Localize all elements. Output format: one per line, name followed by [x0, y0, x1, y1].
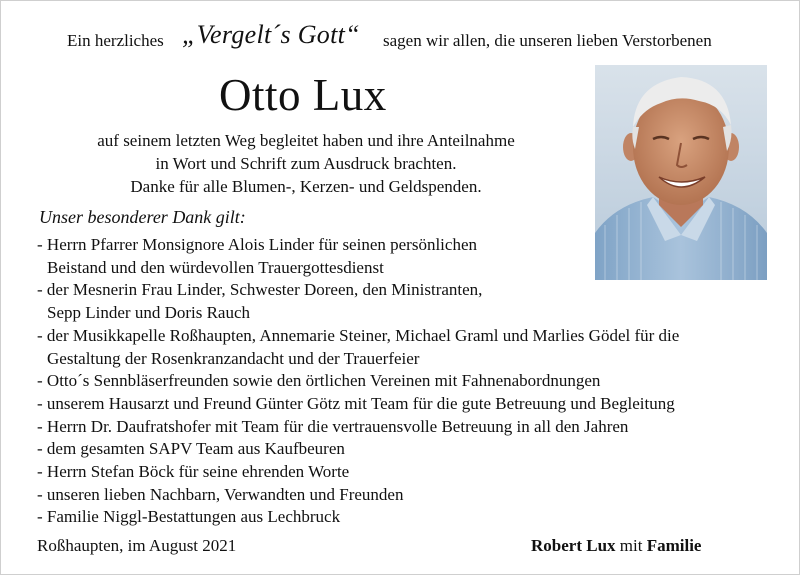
thanks-line: Danke für alle Blumen-, Kerzen- und Geldspenden.: [130, 177, 482, 196]
deceased-name: Otto Lux: [219, 70, 387, 120]
intro-suffix: sagen wir allen, die unseren lieben Verstorbenen: [383, 31, 712, 50]
signature-connector: mit: [619, 536, 643, 555]
thanks-list: [37, 234, 679, 529]
list-item-continuation: Sepp Linder und Doris Rauch: [47, 303, 251, 323]
list-item: - der Mesnerin Frau Linder, Schwester Doreen, den Ministranten,: [37, 280, 483, 300]
portrait-icon: [595, 65, 767, 280]
thanks-line: in Wort und Schrift zum Ausdruck brachten.: [155, 154, 457, 173]
list-item: - Herrn Stefan Böck für seine ehrenden Worte: [37, 462, 350, 482]
list-item: - dem gesamten SAPV Team aus Kaufbeuren: [37, 439, 345, 459]
intro-quote: „Vergelt´s Gott“: [182, 20, 360, 49]
signature: [531, 536, 701, 556]
signature-family: Familie: [646, 536, 702, 555]
place-and-date: Roßhaupten, im August 2021: [37, 536, 237, 555]
special-thanks-heading: Unser besonderer Dank gilt:: [39, 207, 246, 227]
list-item: - der Musikkapelle Roßhaupten, Annemarie Steiner, Michael Graml und Marlies Gödel für die: [37, 325, 680, 345]
list-item-continuation: Gestaltung der Rosenkranzandacht und der Trauerfeier: [47, 348, 420, 368]
thanks-line: auf seinem letzten Weg begleitet haben und ihre Anteilnahme: [97, 131, 515, 150]
list-item: - Familie Niggl-Bestattungen aus Lechbruck: [37, 507, 341, 527]
signature-name: Robert Lux: [531, 536, 616, 555]
list-item-continuation: Beistand und den würdevollen Trauergottesdienst: [47, 257, 384, 277]
portrait-photo: [595, 65, 767, 280]
intro-prefix: Ein herzliches: [67, 31, 164, 50]
list-item: - Herrn Dr. Daufratshofer mit Team für die vertrauensvolle Betreuung in all den Jahren: [37, 416, 629, 436]
list-item: - Otto´s Sennbläserfreunden sowie den örtlichen Vereinen mit Fahnenabordnungen: [37, 371, 601, 391]
list-item: - unserem Hausarzt und Freund Günter Götz mit Team für die gute Betreuung und Begleitung: [37, 393, 675, 413]
thanks-paragraph: [41, 129, 571, 198]
list-item: - Herrn Pfarrer Monsignore Alois Linder für seinen persönlichen: [37, 235, 477, 254]
list-item: - unseren lieben Nachbarn, Verwandten und Freunden: [37, 484, 404, 504]
